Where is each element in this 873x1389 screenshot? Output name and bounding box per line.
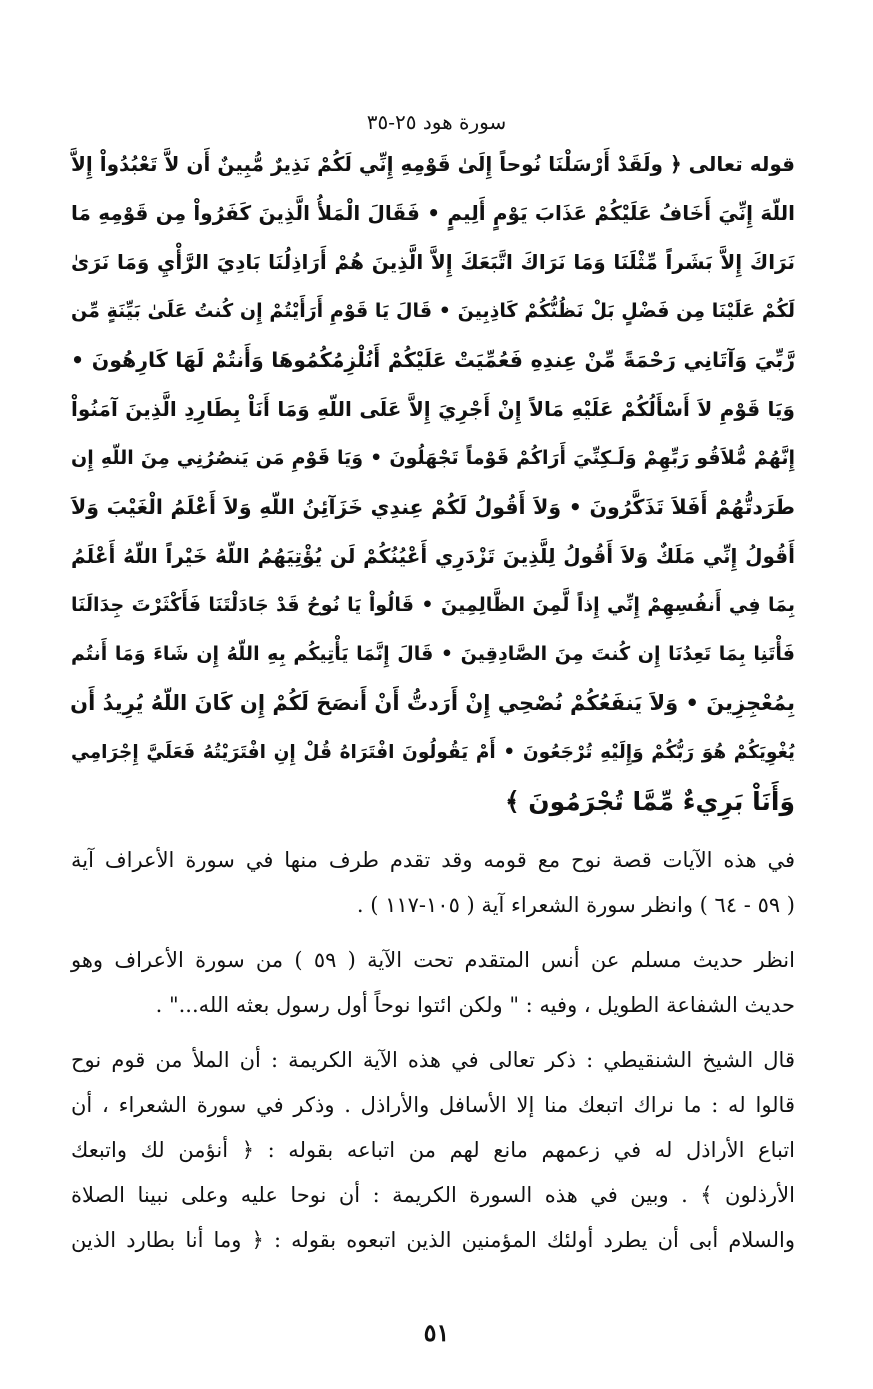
verse-line: بِمَا فِي أَنفُسِهِمْ إِنِّي إِذاً لَّمِنَ الظَّالِمِينَ • قَالُواْ يَا نُوحُ قَدْ جَادَلْتَنَا فَأَكْثَرْتَ جِدَالَنَا — [71, 594, 795, 616]
commentary-line: في هذه الآيات قصة نوح مع قومه وقد تقدم طرف منها في سورة الأعراف آية — [71, 848, 795, 872]
commentary-paragraph — [71, 1038, 795, 1263]
verse-line: نَرَاكَ إِلاَّ بَشَراً مِّثْلَنَا وَمَا نَرَاكَ اتَّبَعَكَ إِلاَّ الَّذِينَ هُمْ أَرَاذِلُنَا بَادِيَ الرَّأْيِ وَمَا نَرَىٰ — [71, 250, 795, 274]
commentary-line: حديث الشفاعة الطويل ، وفيه : " ولكن ائتوا نوحاً أول رسول بعثه الله..." . — [155, 993, 795, 1017]
verse-line: أَقُولُ إِنِّي مَلَكٌ وَلاَ أَقُولُ لِلَّذِينَ تَزْدَرِي أَعْيُنُكُمْ لَن يُؤْتِيَهُمُ اللّهُ خَيْراً اللّهُ أَعْلَمُ — [71, 544, 795, 568]
commentary-line: انظر حديث مسلم عن أنس المتقدم تحت الآية ( ٥٩ ) من سورة الأعراف وهو — [71, 948, 795, 972]
verse-line: وَأَنَاْ بَرِيءٌ مِّمَّا تُجْرَمُونَ ﴾ — [504, 787, 795, 816]
page-number: ٥١ — [423, 1318, 450, 1347]
commentary-line: قال الشيخ الشنقيطي : ذكر تعالى في هذه الآية الكريمة : أن الملأ من قوم نوح — [71, 1048, 795, 1072]
quran-verses-block — [71, 140, 795, 826]
commentary-line: قالوا له : ما نراك اتبعك منا إلا الأسافل والأراذل . وذكر في سورة الشعراء ، أن — [71, 1093, 795, 1117]
verse-line: لَكُمْ عَلَيْنَا مِن فَضْلٍ بَلْ نَظُنُّكُمْ كَاذِبِينَ • قَالَ يَا قَوْمِ أَرَأَيْتُمْ إِن كُنتُ عَلَىٰ بَيِّنَةٍ مِّن — [71, 300, 795, 322]
verse-line: إِنَّهُمْ مُّلاَقُو رَبِّهِمْ وَلَـكِنِّيَ أَرَاكُمْ قَوْماً تَجْهَلُونَ • وَيَا قَوْمِ مَن يَنصُرُنِي مِنَ اللّهِ إِن — [71, 447, 795, 469]
verse-line: قوله تعالى ﴿ ولَقَدْ أَرْسَلْنَا نُوحاً إِلَىٰ قَوْمِهِ إِنِّي لَكُمْ نَذِيرٌ مُّبِينٌ أَن لاَّ تَعْبُدُواْ إِلاَّ — [71, 152, 795, 176]
verse-line: يُغْوِيَكُمْ هُوَ رَبُّكُمْ وَإِلَيْهِ تُرْجَعُونَ • أَمْ يَقُولُونَ افْتَرَاهُ قُلْ إِنِ افْتَرَيْتُهُ فَعَلَيَّ إِجْرَامِي — [71, 742, 795, 763]
verse-line: اللّهَ إِنِّيَ أَخَافُ عَلَيْكُمْ عَذَابَ يَوْمٍ أَلِيمٍ • فَقَالَ الْمَلأُ الَّذِينَ كَفَرُواْ مِن قَوْمِهِ مَا — [71, 201, 795, 225]
verse-line: وَيَا قَوْمِ لاَ أَسْأَلُكُمْ عَلَيْهِ مَالاً إِنْ أَجْرِيَ إِلاَّ عَلَى اللّهِ وَمَا أَنَاْ بِطَارِدِ الَّذِينَ آمَنُواْ — [71, 397, 795, 421]
commentary-block — [71, 838, 795, 1273]
verse-line: فَأْتَنِا بِمَا تَعِدُنَا إِن كُنتَ مِنَ الصَّادِقِينَ • قَالَ إِنَّمَا يَأْتِيكُم بِهِ اللّهُ إِن شَاءَ وَمَا أَنتُم — [71, 643, 795, 665]
commentary-line: الأرذلون ﴾ . وبين في هذه السورة الكريمة : أن نوحا عليه وعلى نبينا الصلاة — [71, 1183, 795, 1207]
verse-line: طَرَدتُّهُمْ أَفَلاَ تَذَكَّرُونَ • وَلاَ أَقُولُ لَكُمْ عِندِي خَزَآئِنُ اللّهِ وَلاَ أَعْلَمُ الْغَيْبَ وَلاَ — [71, 495, 795, 519]
commentary-paragraph — [71, 938, 795, 1028]
commentary-line: والسلام أبى أن يطرد أولئك المؤمنين الذين اتبعوه بقوله : ﴿ وما أنا بطارد الذين — [71, 1228, 795, 1252]
commentary-paragraph — [71, 838, 795, 928]
commentary-line: ( ٥٩ - ٦٤ ) وانظر سورة الشعراء آية ( ١٠٥-١١٧ ) . — [356, 893, 795, 917]
verse-line: بِمُعْجِزِينَ • وَلاَ يَنفَعُكُمْ نُصْحِي إِنْ أَرَدتُّ أَنْ أَنصَحَ لَكُمْ إِن كَانَ اللّهُ يُرِيدُ أَن — [70, 691, 795, 715]
verse-line: رَّبِّيَ وَآتَانِي رَحْمَةً مِّنْ عِندِهِ فَعُمِّيَتْ عَلَيْكُمْ أَنُلْزِمُكُمُوهَا وَأَنتُمْ لَهَا كَارِهُونَ • — [71, 348, 795, 372]
page-header: سورة هود ٢٥-٣٥ — [366, 110, 507, 134]
commentary-line: اتباع الأراذل له في زعمهم مانع لهم من اتباعه بقوله : ﴿ أنؤمن لك واتبعك — [71, 1138, 795, 1162]
